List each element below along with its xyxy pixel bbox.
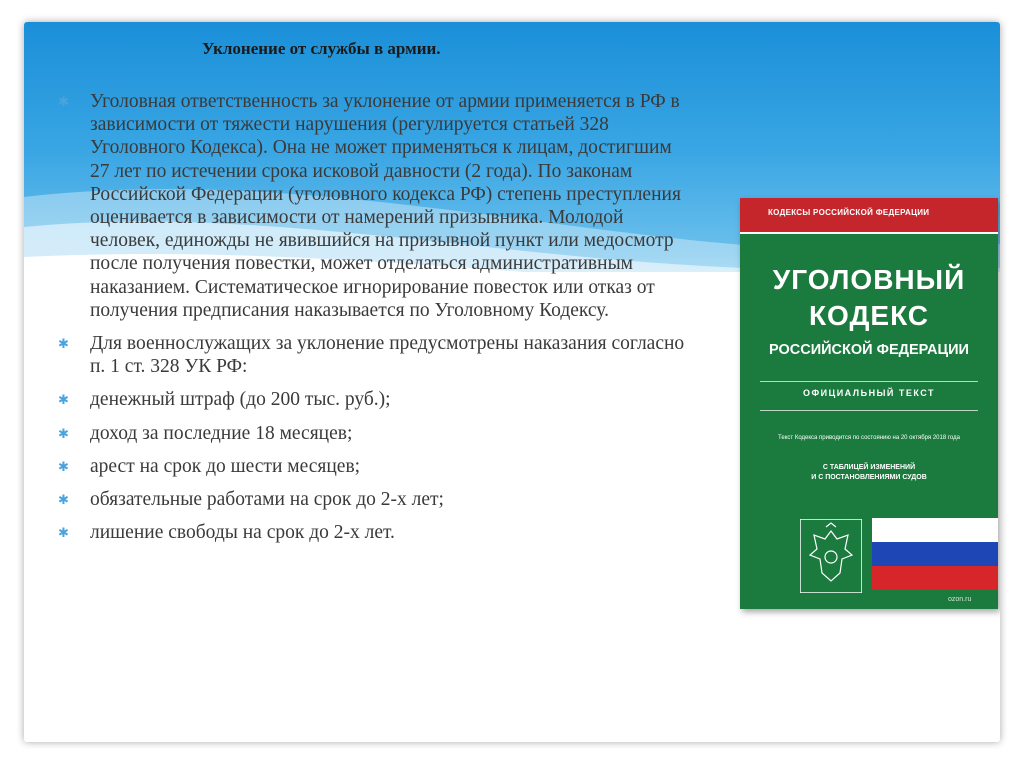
- bullet-icon: ✱: [58, 94, 69, 109]
- list-item-text: денежный штраф (до 200 тыс. руб.);: [90, 389, 391, 411]
- bullet-icon: ✱: [58, 425, 69, 441]
- book-series: КОДЕКСЫ РОССИЙСКОЙ ФЕДЕРАЦИИ: [768, 208, 930, 217]
- bullet-icon: ✱: [58, 492, 69, 508]
- book-title-line-1: УГОЛОВНЫЙ: [772, 264, 966, 295]
- bullet-icon: ✱: [58, 336, 69, 352]
- list-item: [58, 521, 688, 544]
- list-item: [58, 488, 688, 511]
- list-item: [58, 90, 688, 322]
- list-item: [58, 332, 688, 378]
- list-item-text: Уголовная ответственность за уклонение от армии применяется в РФ в зависимости от тяжести нарушения (регулируется статьей 328 Уголовного Кодекса). Она не может применяться к лицам, достигшим 27 лет по истечении срока исковой давности (2 года). По законам Российской Федерации (уголовного кодекса РФ) степень преступления оценивается в зависимости от намерений призывника. Молодой человек, единожды не явившийся на призывной пункт или медосмотр после получения повестки, может отделаться административным наказанием. Систематическое игнорирование повесток или отказ от получения предписания наказывается по Уголовному Кодексу.: [90, 91, 681, 321]
- book-subtitle: ОФИЦИАЛЬНЫЙ ТЕКСТ: [802, 388, 935, 398]
- list-item-text: лишение свободы на срок до 2-х лет.: [90, 522, 395, 544]
- book-series-band: [740, 198, 998, 234]
- russian-flag-icon: [872, 518, 998, 590]
- book-edition-note: Текст Кодекса приводится по состоянию на 20 октября 2018 года: [778, 435, 960, 441]
- slide-frame: [24, 22, 1000, 742]
- bullet-icon: ✱: [58, 458, 69, 474]
- list-item-text: арест на срок до шести месяцев;: [90, 455, 361, 477]
- book-divider: [760, 381, 978, 382]
- book-appendix-line-2: И С ПОСТАНОВЛЕНИЯМИ СУДОВ: [811, 474, 927, 481]
- coat-of-arms-icon: [800, 519, 862, 593]
- slide-title: Уклонение от службы в армии.: [202, 39, 441, 58]
- list-item-text: обязательные работами на срок до 2-х лет;: [90, 489, 444, 511]
- criminal-code-book-cover: [740, 198, 998, 609]
- list-item: [58, 422, 688, 445]
- list-item-text: доход за последние 18 месяцев;: [90, 422, 353, 444]
- book-appendix-note: [740, 463, 998, 483]
- book-divider: [760, 410, 978, 411]
- bullet-icon: ✱: [58, 392, 69, 408]
- list-item: [58, 388, 688, 411]
- list-item: [58, 455, 688, 478]
- book-watermark: ozon.ru: [948, 596, 972, 603]
- list-item-text: Для военнослужащих за уклонение предусмотрены наказания согласно п. 1 ст. 328 УК РФ:: [90, 333, 685, 378]
- book-title-line-2: КОДЕКС: [808, 300, 930, 331]
- book-title-line-3: РОССИЙСКОЙ ФЕДЕРАЦИИ: [769, 342, 969, 358]
- bullet-list: [58, 90, 688, 554]
- book-appendix-line-1: С ТАБЛИЦЕЙ ИЗМЕНЕНИЙ: [822, 464, 916, 471]
- bullet-icon: ✱: [58, 525, 69, 541]
